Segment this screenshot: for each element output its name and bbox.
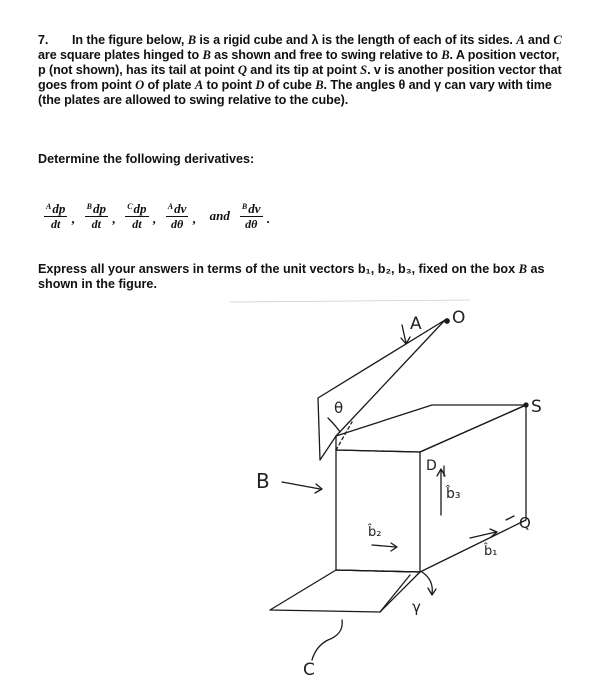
point-o-marker (445, 319, 449, 323)
derivative-1 (44, 202, 67, 231)
answer-instruction (38, 262, 568, 292)
text-run: as shown in the figure. (38, 262, 545, 291)
text-run: B (441, 48, 450, 62)
text-run: . The angles θ and γ can vary with time (the plates are allowed to swing relative to the cube). (38, 78, 552, 107)
label-o: O (452, 308, 466, 328)
gamma-arc (422, 572, 432, 594)
text-run: of cube (264, 78, 316, 92)
text-run: D (255, 78, 265, 92)
text-run: as shown and free to swing relative to (210, 48, 442, 62)
cube-side-face (420, 405, 526, 572)
denominator: dt (132, 216, 142, 231)
separator: , (71, 211, 75, 226)
derivative-list (42, 198, 276, 234)
label-b2: b̂₂ (368, 525, 382, 540)
text-run: of plate (144, 78, 195, 92)
text-run: A (194, 78, 204, 92)
numerator: dv (174, 200, 187, 216)
text-run: are square plates hinged to (38, 48, 203, 62)
label-gamma: γ (412, 598, 421, 616)
text-run: and (524, 33, 554, 47)
denominator: dt (91, 216, 101, 231)
derivative-5 (240, 202, 263, 231)
frame-superscript: A (167, 201, 174, 211)
text-run: to point (203, 78, 256, 92)
separator: , (111, 211, 116, 226)
cube-top-face (336, 405, 526, 452)
b-pointer-arrow (282, 482, 320, 489)
text-run: S (360, 63, 368, 77)
text-run: C (553, 33, 562, 47)
plate-a (318, 320, 445, 460)
plate-c-edge (380, 575, 410, 612)
problem-number: 7. (38, 33, 49, 47)
point-s-marker (524, 403, 528, 407)
frame-superscript: A (46, 201, 52, 211)
numerator: dp (92, 200, 106, 216)
label-theta: θ (334, 399, 344, 417)
c-pointer (312, 620, 342, 660)
cube-figure (0, 295, 607, 700)
text-run: B (315, 78, 324, 92)
hidden-edge (336, 422, 352, 450)
cube-front-face (336, 450, 420, 572)
text-run: Q (237, 63, 247, 77)
separator: . (266, 211, 270, 226)
frame-superscript: C (127, 201, 133, 211)
instruction-heading: Determine the following derivatives: (38, 152, 255, 166)
problem-statement (38, 33, 568, 108)
text-run: and its tip at point (246, 63, 361, 77)
text-run: is a rigid cube and λ is the length of each of its sides. (196, 33, 517, 47)
unit-vectors: b₁, b₂, b₃ (357, 262, 412, 276)
label-b3: b̂₃ (446, 486, 461, 502)
label-b1: b̂₁ (484, 544, 498, 559)
separator: , (152, 211, 156, 226)
label-s: S (531, 397, 542, 417)
q-tick (506, 516, 514, 520)
scan-line (230, 300, 470, 302)
numerator: dp (52, 200, 66, 216)
denominator: dt (51, 216, 61, 231)
text-run: . A position vector, p (not shown), has its tail at point (38, 48, 560, 77)
theta-arc (328, 418, 340, 432)
label-a: A (410, 314, 422, 334)
frame-superscript: B (86, 201, 92, 211)
text-run: Express all your answers in terms of the unit vectors (38, 262, 358, 276)
denominator: dθ (170, 216, 184, 231)
derivative-3 (125, 202, 148, 231)
separator: , (192, 211, 196, 226)
derivative-4 (166, 202, 189, 231)
text-run: In the figure below, (72, 33, 188, 47)
text-run: , fixed on the box (411, 262, 519, 276)
text-run: A (516, 33, 525, 47)
and-word: and (209, 208, 230, 223)
derivative-2 (85, 202, 108, 231)
label-q: Q (519, 514, 531, 532)
text-run: B (518, 262, 528, 276)
numerator: dv (248, 200, 261, 216)
frame-superscript: B (241, 201, 248, 211)
text-run: O (135, 78, 145, 92)
text-run: B (187, 33, 196, 47)
denominator: dθ (245, 216, 258, 231)
b2-arrow (372, 545, 396, 547)
text-run: B (202, 48, 211, 62)
label-b: B (256, 469, 270, 493)
label-d: D (426, 458, 437, 474)
numerator: dp (133, 200, 147, 216)
label-c: C (303, 660, 315, 680)
text-run: . v is another position vector that goes from point (38, 63, 562, 92)
